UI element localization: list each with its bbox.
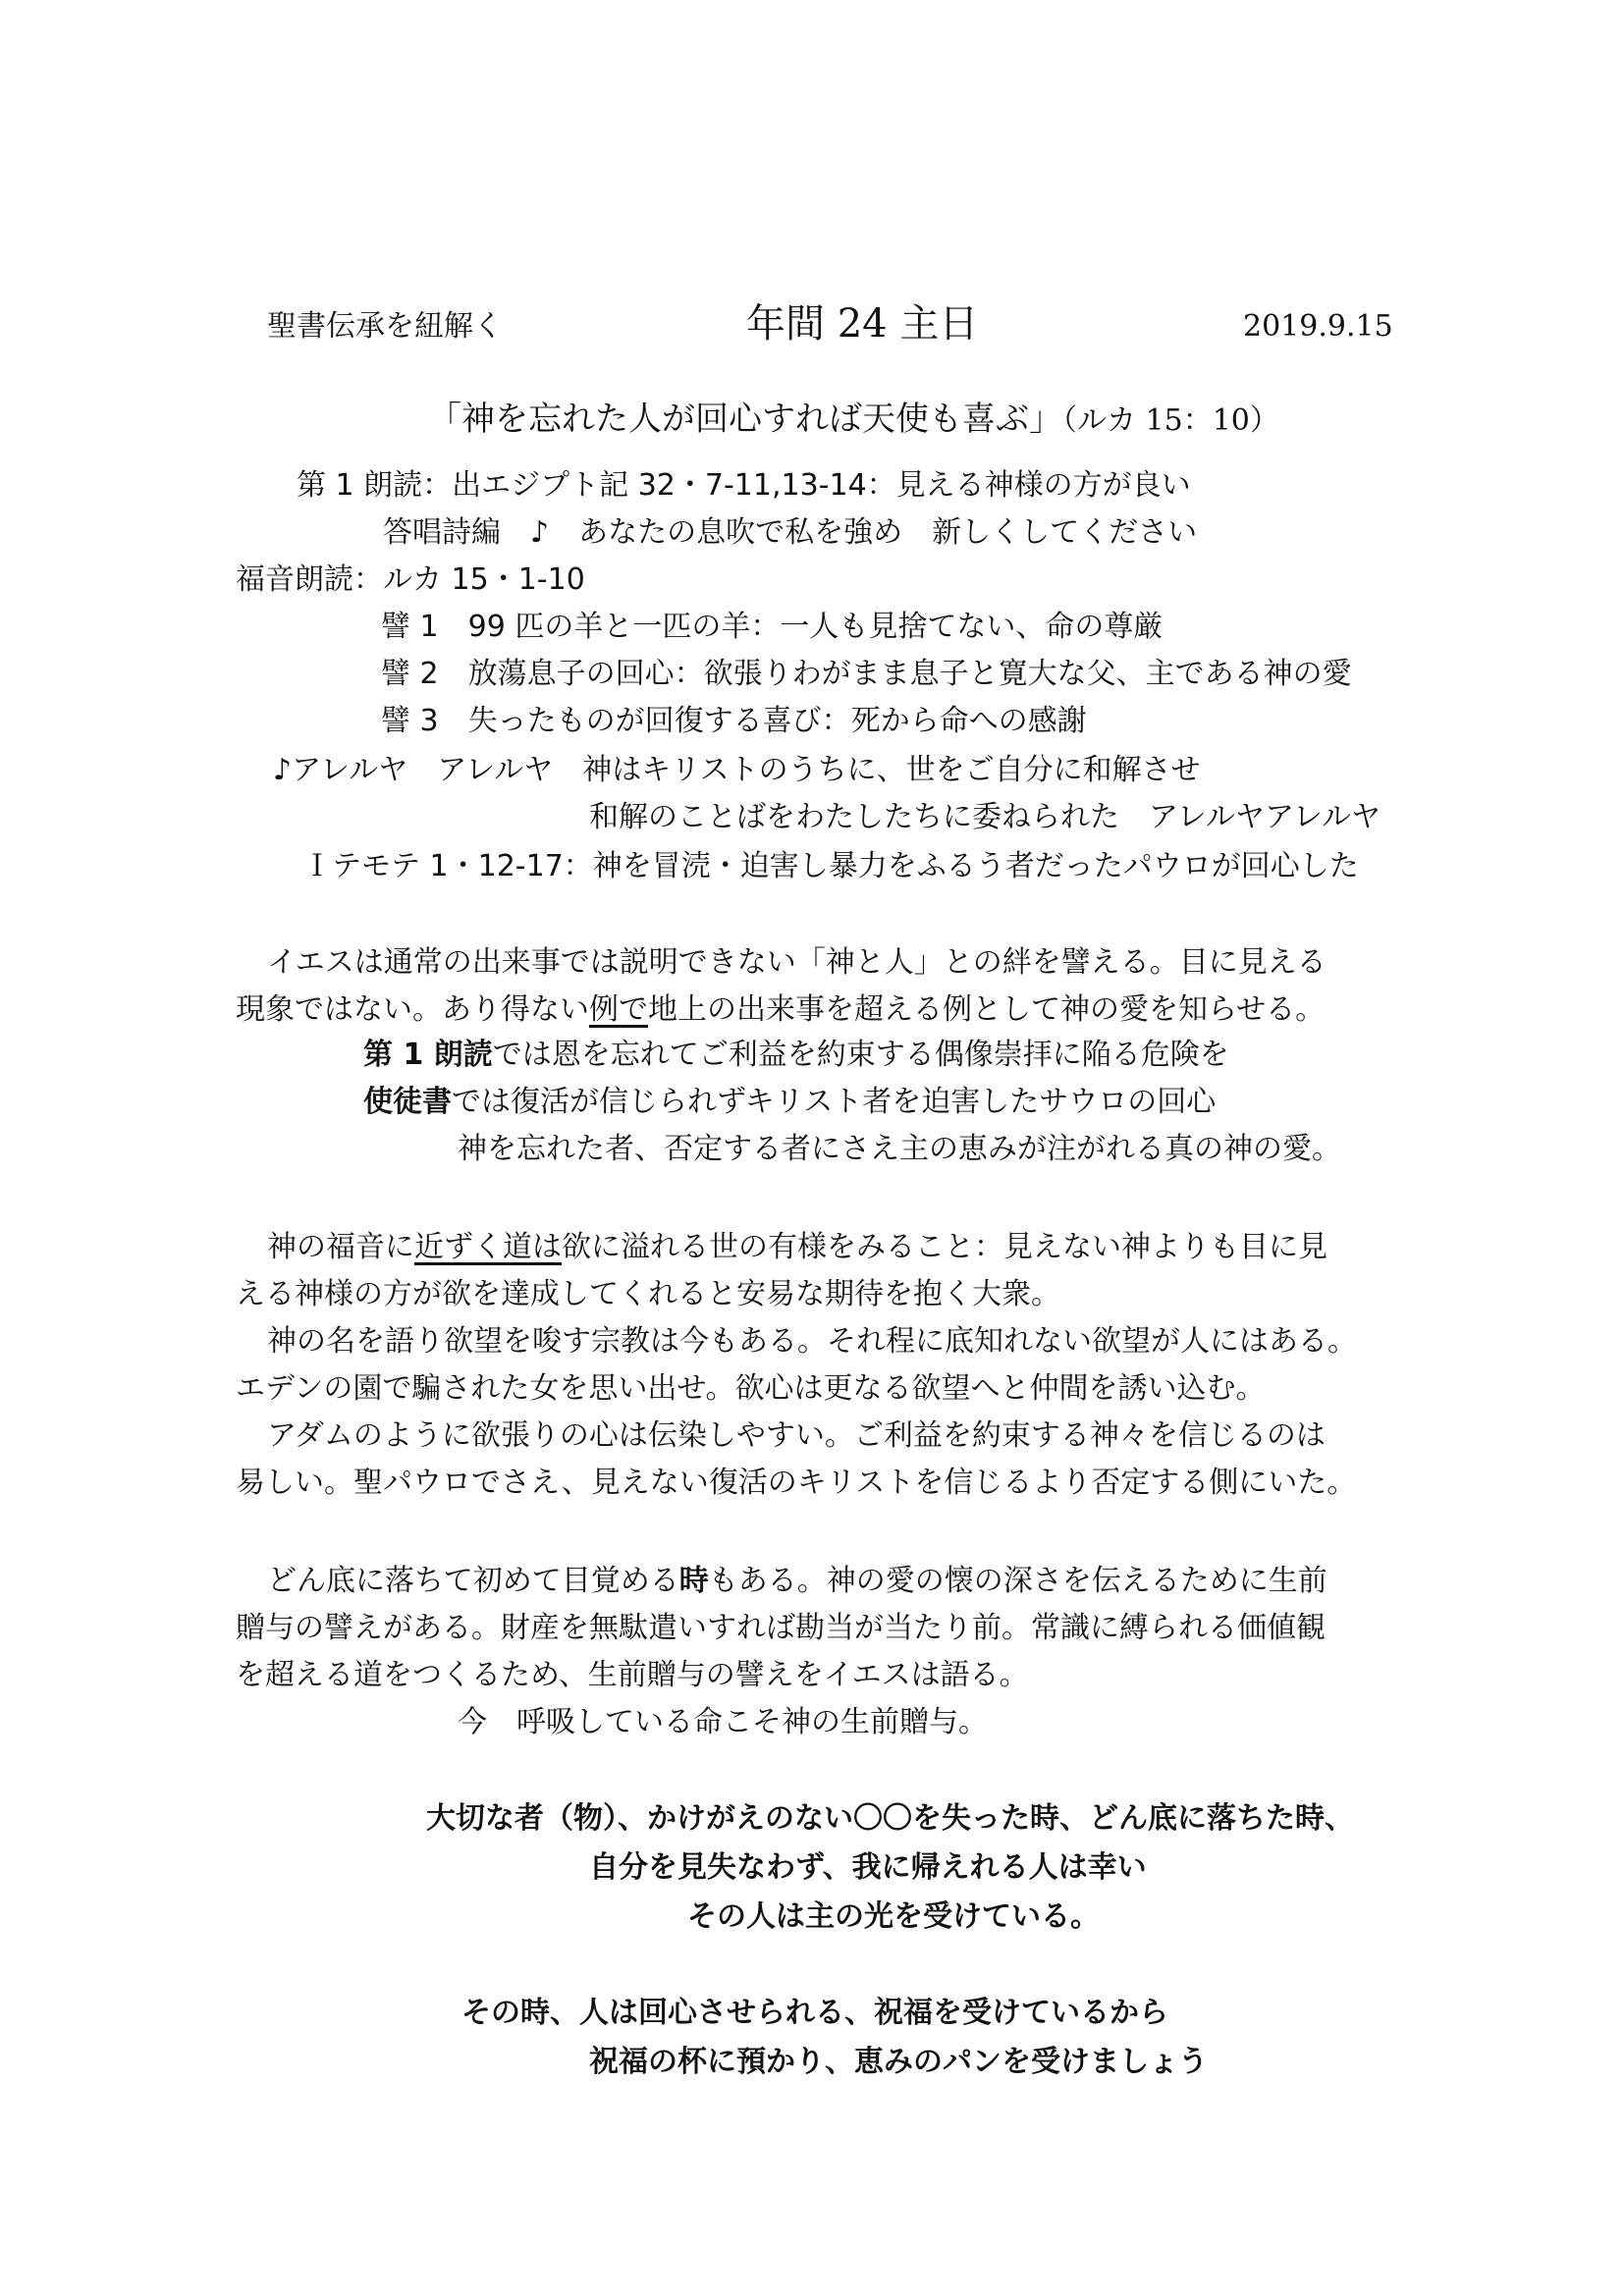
- body-p2-line-3: 神の名を語り欲望を唆す宗教は今もある。それ程に底知れない欲望が人にはある。: [267, 1324, 1357, 1359]
- closing-line-3: その人は主の光を受けている。: [687, 1899, 1100, 1934]
- parable-2-text: 欲張りわがまま息子と寛大な父、主である神の愛: [703, 657, 1352, 691]
- body-p2-line-1-b: 欲に溢れる世の有様をみること：見えない神よりも目に見: [562, 1230, 1327, 1264]
- body-p1-first-reading-label: 第 1 朗読: [363, 1038, 493, 1072]
- body-p1-line-3: [363, 1038, 1229, 1072]
- alleluia-line-1: ♪アレルヤ アレルヤ 神はキリストのうちに、世をご自分に和解させ: [273, 753, 1201, 787]
- body-p1-line-2-a: 現象ではない。あり得ない: [236, 992, 589, 1027]
- body-p2-line-6: 易しい。聖パウロでさえ、見えない復活のキリストを信じるより否定する側にいた。: [236, 1466, 1357, 1500]
- subtitle-quote: 「神を忘れた人が回心すれば天使も喜ぶ」: [428, 400, 1062, 439]
- body-p2-line-1-a: 神の福音に: [267, 1230, 414, 1264]
- body-p1-line-4-text: では復活が信じられずキリスト者を迫害したサウロの回心: [452, 1085, 1217, 1119]
- body-p1-line-4: [363, 1085, 1217, 1119]
- body-p1-line-1: イエスは通常の出来事では説明できない「神と人」との絆を譬える。目に見える: [267, 945, 1326, 980]
- body-p2-line-1: [267, 1230, 1327, 1264]
- parable-3-label: 譬 3 失ったものが回復する喜び：: [381, 704, 851, 738]
- body-p3-line-1-a: どん底に落ちて初めて目覚める: [267, 1564, 679, 1598]
- date-label: 2019.9.15: [1243, 309, 1393, 344]
- body-p1-line-2-b: 地上の出来事を超える例として神の愛を知らせる。: [648, 992, 1326, 1027]
- parable-1-label: 譬 1 99 匹の羊と一匹の羊：: [381, 610, 781, 644]
- parable-3: [381, 704, 1087, 738]
- body-p3-line-1: [267, 1564, 1327, 1598]
- body-p1-line-3-text: では恩を忘れてご利益を約束する偶像崇拝に陥る危険を: [492, 1038, 1229, 1072]
- closing-line-1: 大切な者（物）、かけがえのない〇〇を失った時、どん底に落ちた時、: [426, 1801, 1354, 1836]
- series-label: 聖書伝承を紐解く: [267, 309, 503, 344]
- parable-3-text: 死から命への感謝: [850, 704, 1087, 738]
- gospel-reading: 福音朗読：ルカ 15・1-10: [236, 562, 585, 597]
- body-p3-line-4: 今 呼吸している命こそ神の生前贈与。: [458, 1705, 988, 1739]
- parable-1-text: 一人も見捨てない、命の尊厳: [780, 610, 1164, 644]
- closing-line-2: 自分を見失なわず、我に帰えれる人は幸い: [589, 1850, 1147, 1885]
- parable-1: [381, 610, 1164, 644]
- body-p3-line-1-c: もある。神の愛の懐の深さを伝えるために生前: [708, 1564, 1327, 1598]
- body-p2-line-2: える神様の方が欲を達成してくれると安易な期待を抱く大衆。: [236, 1277, 1060, 1311]
- body-p2-line-5: アダムのように欲張りの心は伝染しやすい。ご利益を約束する神々を信じるのは: [267, 1418, 1326, 1453]
- second-reading: Ｉテモテ 1・12-17：神を冒涜・迫害し暴力をふるう者だったパウロが回心した: [302, 849, 1359, 883]
- body-p2-line-4: エデンの園で騙された女を思い出せ。欲心は更なる欲望へと仲間を誘い込む。: [236, 1371, 1266, 1406]
- first-reading: 第 1 朗読：出エジプト記 32・7-11,13-14：見える神様の方が良い: [297, 468, 1191, 503]
- parable-2: [381, 657, 1352, 691]
- subtitle-ref: （ルカ 15：10）: [1062, 403, 1279, 438]
- responsorial-psalm: 答唱詩編 ♪ あなたの息吹で私を強め 新しくしてください: [383, 515, 1198, 550]
- body-p3-line-2: 贈与の譬えがある。財産を無駄遣いすれば勘当が当たり前。常識に縛られる価値観: [236, 1611, 1326, 1645]
- body-p1-epistle-label: 使徒書: [363, 1085, 452, 1119]
- body-p3-emphasis: 時: [678, 1564, 709, 1598]
- sermon-subtitle: [428, 400, 1279, 439]
- closing-line-4: その時、人は回心させられる、祝福を受けているから: [461, 1996, 1168, 2030]
- body-p1-line-2: [236, 992, 1326, 1027]
- parable-2-label: 譬 2 放蕩息子の回心：: [381, 657, 704, 691]
- body-p3-line-3: を超える道をつくるため、生前贈与の譬えをイエスは語る。: [236, 1658, 1029, 1692]
- closing-line-5: 祝福の杯に預かり、恵みのパンを受けましょう: [589, 2045, 1208, 2079]
- page-title: 年間 24 主日: [746, 301, 979, 347]
- body-p1-underlined: 例で: [589, 992, 648, 1027]
- body-p1-line-5: 神を忘れた者、否定する者にさえ主の恵みが注がれる真の神の愛。: [458, 1132, 1341, 1166]
- body-p2-underlined: 近ずく道は: [414, 1230, 562, 1264]
- alleluia-line-2: 和解のことばをわたしたちに委ねられた アレルヤアレルヤ: [589, 800, 1381, 834]
